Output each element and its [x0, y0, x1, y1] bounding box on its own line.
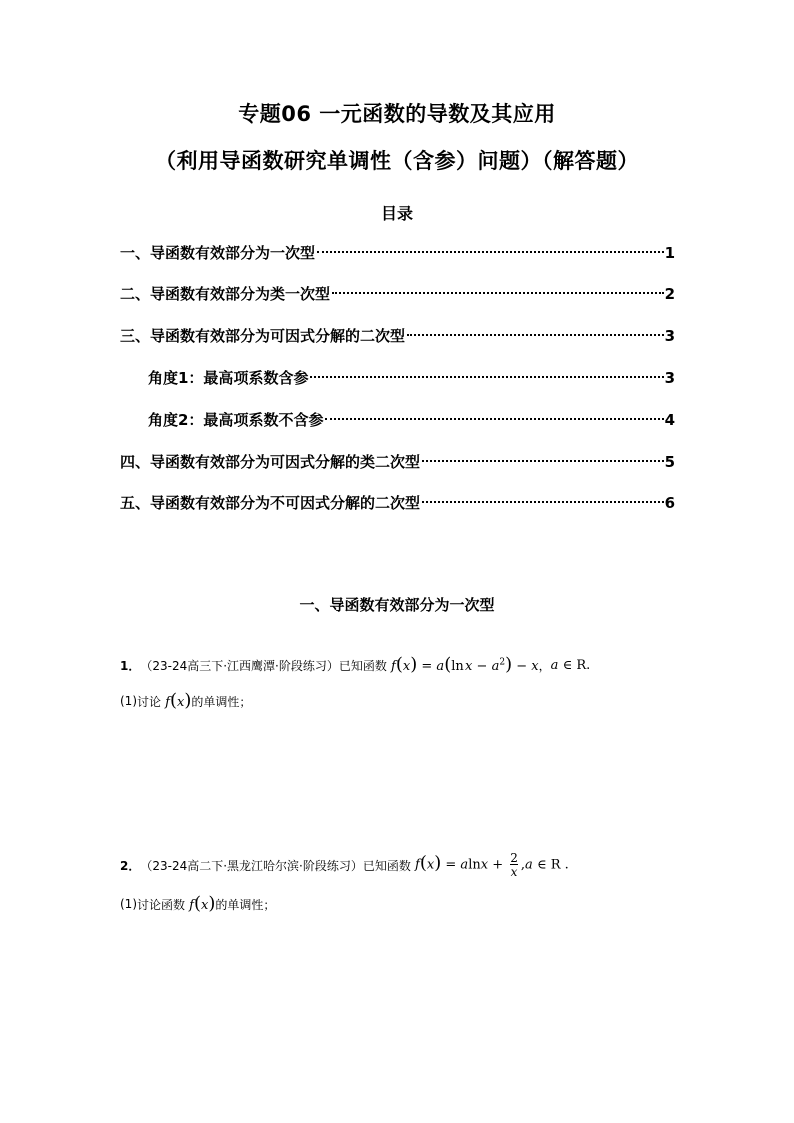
- problem-2-part-1: [120, 895, 275, 913]
- part-label: (1): [120, 897, 137, 911]
- function-notation: f(x): [161, 690, 192, 711]
- toc-entry-label: 四、导函数有效部分为可因式分解的类二次型: [120, 453, 421, 471]
- problem-1-part-1: [120, 692, 251, 710]
- function-notation: f(x): [185, 893, 216, 914]
- fraction: $\frac{2}{x}$: [510, 851, 518, 879]
- toc-entry[interactable]: [120, 451, 675, 473]
- toc-entry[interactable]: [120, 242, 675, 264]
- toc-entry-page: 6: [664, 494, 675, 512]
- toc-entry[interactable]: [120, 492, 675, 514]
- parameter-domain: a ∈ R.: [550, 657, 591, 673]
- toc-entry-label: 角度2：最高项系数不含参: [148, 411, 324, 429]
- toc-entry-page: 5: [664, 453, 675, 471]
- problem-2-formula: f(x) = alnx + $\frac{2}{x}$ ,a ∈ R .: [415, 851, 569, 879]
- part-text: 讨论: [137, 694, 162, 709]
- toc-entry-label: 二、导函数有效部分为类一次型: [120, 285, 331, 303]
- problem-1-statement: [120, 656, 590, 674]
- document-title: 专题06 一元函数的导数及其应用: [238, 102, 556, 126]
- problem-2-statement: [120, 852, 569, 878]
- toc-entry-label: 三、导函数有效部分为可因式分解的二次型: [120, 327, 406, 345]
- problem-source: （23-24高二下·黑龙江哈尔滨·阶段练习）: [140, 858, 363, 873]
- toc-entry-label: 一、导函数有效部分为一次型: [120, 244, 316, 262]
- problem-1-formula: f(x) = a(ln $x - a^2) - x$: [391, 654, 539, 675]
- problem-number: 2．: [120, 858, 141, 873]
- toc-entry-label: 角度1：最高项系数含参: [148, 369, 309, 387]
- toc-entry-label: 五、导函数有效部分为不可因式分解的二次型: [120, 494, 421, 512]
- comma: ，: [538, 658, 551, 673]
- problem-number: 1．: [120, 658, 141, 673]
- part-text: 讨论函数: [137, 897, 186, 912]
- toc-entry-page: 1: [664, 244, 675, 262]
- toc-entry-page: 2: [664, 285, 675, 303]
- toc-leader-dots: [422, 459, 664, 462]
- toc-entry-page: 3: [664, 369, 675, 387]
- part-text: 的单调性；: [191, 694, 252, 709]
- toc-entry[interactable]: [120, 325, 675, 347]
- document-subtitle: （利用导函数研究单调性（含参）问题）（解答题）: [155, 149, 639, 173]
- toc-subentry[interactable]: [148, 409, 675, 431]
- toc-leader-dots: [332, 291, 664, 294]
- toc-leader-dots: [317, 250, 664, 253]
- toc-leader-dots: [422, 500, 664, 503]
- toc-leader-dots: [325, 417, 663, 420]
- section-heading: 一、导函数有效部分为一次型: [299, 596, 495, 614]
- problem-intro: 已知函数: [338, 658, 387, 673]
- problem-source: （23-24高三下·江西鹰潭·阶段练习）: [140, 658, 339, 673]
- toc-leader-dots: [310, 375, 663, 378]
- part-text: 的单调性；: [215, 897, 276, 912]
- part-label: (1): [120, 694, 137, 708]
- toc-entry-page: 4: [664, 411, 675, 429]
- toc-heading: 目录: [380, 204, 413, 223]
- toc-leader-dots: [407, 333, 664, 336]
- toc-entry[interactable]: [120, 283, 675, 305]
- toc-subentry[interactable]: [148, 367, 675, 389]
- toc-entry-page: 3: [664, 327, 675, 345]
- problem-intro: 已知函数: [362, 858, 411, 873]
